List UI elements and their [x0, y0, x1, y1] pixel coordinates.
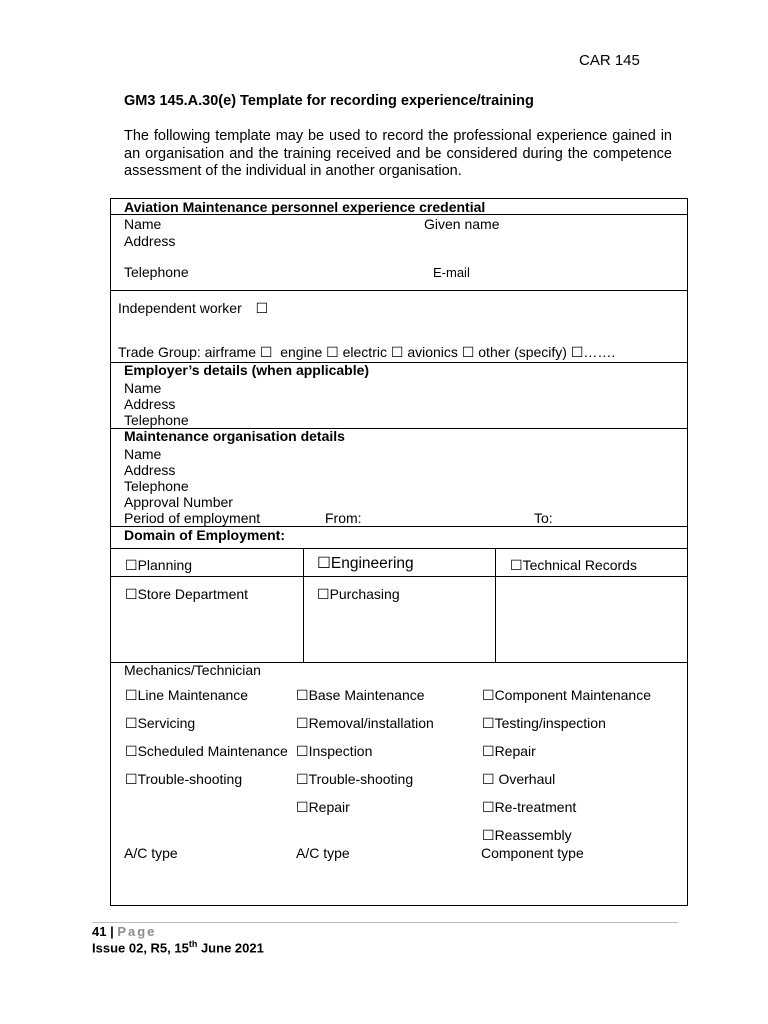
checkbox-icon[interactable]: ☐ — [326, 344, 339, 360]
mech-label: Inspection — [308, 743, 373, 759]
mo-period: Period of employment — [124, 510, 261, 526]
mech-item[interactable] — [296, 743, 372, 759]
mo-from[interactable]: From: — [325, 510, 362, 526]
domain-label: Engineering — [330, 555, 414, 572]
domain-label: Planning — [137, 557, 193, 573]
telephone-field[interactable]: Telephone — [124, 264, 189, 280]
checkbox-icon[interactable]: ☐ — [570, 344, 584, 360]
mech-label: Trouble-shooting — [137, 771, 243, 787]
mech-item[interactable] — [296, 715, 434, 731]
domain-purchasing[interactable] — [317, 586, 400, 602]
mech-label: Base Maintenance — [308, 687, 425, 703]
mech-label: Re-treatment — [494, 799, 577, 815]
mech-item[interactable] — [125, 743, 288, 759]
checkbox-icon[interactable]: ☐ — [390, 344, 404, 360]
checkbox-icon[interactable]: ☐ — [482, 687, 495, 703]
domain-label: Technical Records — [522, 557, 637, 573]
mo-telephone[interactable]: Telephone — [124, 478, 189, 494]
domain-technical-records[interactable] — [510, 557, 637, 573]
page-number-value: 41 — [92, 924, 107, 939]
checkbox-icon[interactable]: ☐ — [482, 743, 495, 759]
mo-approval-number[interactable]: Approval Number — [124, 494, 233, 510]
domain-title: Domain of Employment: — [124, 527, 286, 543]
mech-item[interactable] — [125, 715, 195, 731]
column-divider — [303, 548, 304, 662]
domain-label: Purchasing — [329, 586, 400, 602]
given-name-field[interactable]: Given name — [424, 216, 500, 232]
checkbox-icon[interactable]: ☐ — [482, 771, 495, 787]
rule — [111, 576, 687, 577]
ac-type-2[interactable]: A/C type — [296, 845, 350, 861]
trade-option-avionics: avionics — [407, 344, 458, 360]
checkbox-icon[interactable]: ☐ — [125, 743, 138, 759]
column-divider — [495, 548, 496, 662]
credential-title: Aviation Maintenance personnel experience credential — [124, 199, 486, 215]
checkbox-icon[interactable]: ☐ — [317, 586, 330, 602]
checkbox-icon[interactable]: ☐ — [296, 771, 309, 787]
checkbox-icon[interactable]: ☐ — [296, 687, 309, 703]
mech-label: Reassembly — [494, 827, 572, 843]
component-type[interactable]: Component type — [481, 845, 584, 861]
trade-option-engine: engine — [280, 344, 323, 360]
trade-group-label: Trade Group: — [118, 344, 201, 360]
domain-engineering[interactable] — [317, 556, 414, 572]
checkbox-icon[interactable]: ☐ — [296, 715, 309, 731]
mech-label: Overhaul — [494, 771, 556, 787]
issue-prefix: Issue 02, R5, 15 — [92, 940, 189, 956]
experience-form — [110, 198, 688, 906]
mo-name[interactable]: Name — [124, 446, 162, 462]
rule — [111, 290, 687, 291]
mech-item[interactable] — [296, 799, 350, 815]
issue-info — [92, 939, 264, 955]
checkbox-icon[interactable]: ☐ — [482, 715, 495, 731]
mech-item[interactable] — [296, 771, 413, 787]
mech-label: Removal/installation — [308, 715, 434, 731]
footer-rule — [92, 922, 678, 923]
page-word: Page — [117, 924, 157, 939]
trade-group-row — [118, 344, 615, 360]
trade-option-electric: electric — [342, 344, 387, 360]
page-number — [92, 924, 156, 939]
checkbox-icon[interactable]: ☐ — [510, 557, 523, 573]
intro-paragraph: The following template may be used to record the professional experience gained in an organisation and the training received and be considered during the competence assessment of the individual in another organisation. — [124, 128, 672, 179]
mech-label: Component Maintenance — [494, 687, 651, 703]
mech-item[interactable] — [482, 715, 606, 731]
domain-store-department[interactable] — [125, 586, 248, 602]
mech-item[interactable] — [482, 687, 651, 703]
issue-date: June 2021 — [197, 940, 264, 956]
mech-label: Repair — [308, 799, 350, 815]
checkbox-icon[interactable]: ☐ — [255, 300, 269, 316]
domain-planning[interactable] — [125, 557, 192, 573]
checkbox-icon[interactable]: ☐ — [125, 586, 138, 602]
checkbox-icon[interactable]: ☐ — [125, 771, 138, 787]
specify-blank[interactable]: ……. — [583, 344, 616, 360]
checkbox-icon[interactable]: ☐ — [296, 743, 309, 759]
mech-label: Line Maintenance — [137, 687, 249, 703]
issue-ordinal: th — [188, 939, 198, 949]
name-field[interactable]: Name — [124, 216, 162, 232]
mech-item[interactable] — [482, 771, 555, 787]
address-field[interactable]: Address — [124, 233, 176, 249]
mech-label: Repair — [494, 743, 536, 759]
checkbox-icon[interactable]: ☐ — [259, 344, 273, 360]
mo-address[interactable]: Address — [124, 462, 176, 478]
mo-title: Maintenance organisation details — [124, 428, 345, 444]
domain-label: Store Department — [137, 586, 249, 602]
employer-title: Employer’s details (when applicable) — [124, 362, 370, 378]
ac-type-1[interactable]: A/C type — [124, 845, 178, 861]
mech-item[interactable] — [125, 771, 242, 787]
employer-telephone[interactable]: Telephone — [124, 412, 189, 428]
checkbox-icon[interactable]: ☐ — [125, 687, 138, 703]
employer-name[interactable]: Name — [124, 380, 162, 396]
rule — [111, 548, 687, 549]
mech-item[interactable] — [482, 827, 572, 843]
mech-label: Testing/inspection — [494, 715, 606, 731]
mech-item[interactable] — [125, 687, 248, 703]
doc-code: CAR 145 — [579, 52, 640, 69]
email-field[interactable]: E-mail — [433, 265, 470, 280]
checkbox-icon[interactable]: ☐ — [317, 555, 331, 572]
checkbox-icon[interactable]: ☐ — [125, 715, 138, 731]
checkbox-icon[interactable]: ☐ — [482, 799, 495, 815]
mech-label: Scheduled Maintenance — [137, 743, 288, 759]
checkbox-icon[interactable]: ☐ — [296, 799, 309, 815]
mech-label: Trouble-shooting — [308, 771, 414, 787]
checkbox-icon[interactable]: ☐ — [482, 827, 495, 843]
trade-option-airframe: airframe — [204, 344, 256, 360]
mech-item[interactable] — [482, 799, 576, 815]
mech-label: Servicing — [137, 715, 196, 731]
checkbox-icon[interactable]: ☐ — [125, 557, 138, 573]
independent-worker — [118, 300, 268, 316]
mech-item[interactable] — [482, 743, 536, 759]
page-separator: | — [106, 924, 118, 939]
trade-option-other: other (specify) — [478, 344, 567, 360]
page-title: GM3 145.A.30(e) Template for recording experience/training — [124, 93, 534, 109]
mo-to[interactable]: To: — [534, 510, 553, 526]
mech-title: Mechanics/Technician — [124, 662, 261, 678]
mech-item[interactable] — [296, 687, 425, 703]
employer-address[interactable]: Address — [124, 396, 176, 412]
independent-worker-label: Independent worker — [118, 300, 242, 316]
checkbox-icon[interactable]: ☐ — [461, 344, 475, 360]
